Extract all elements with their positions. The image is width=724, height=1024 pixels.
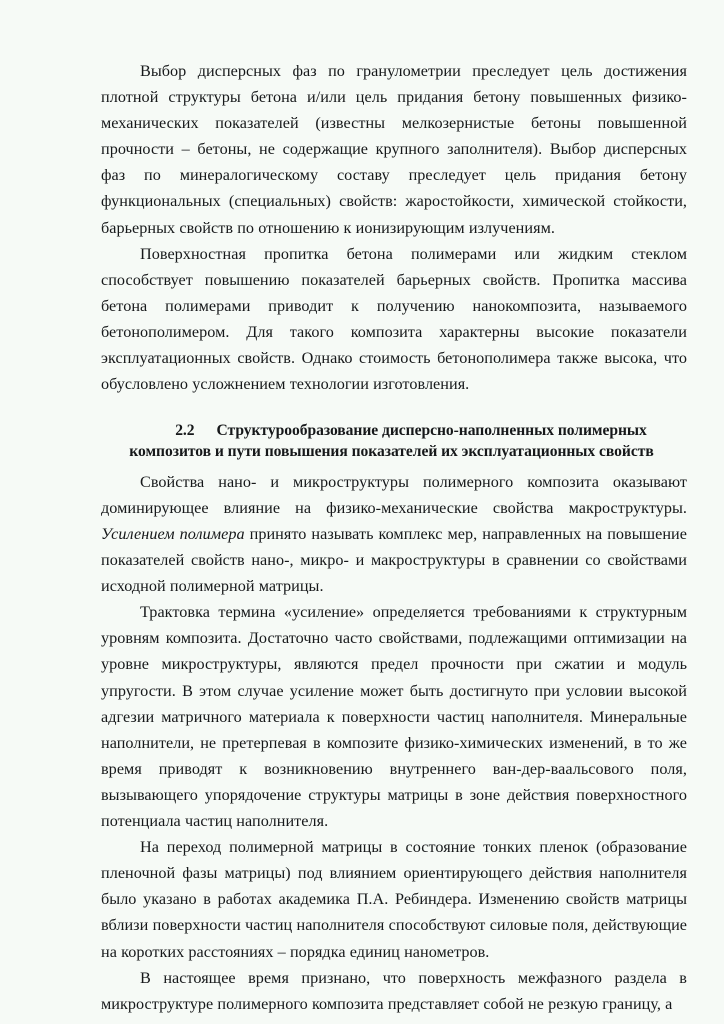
heading-number: 2.2 <box>175 422 195 440</box>
section-heading-2-2 <box>101 421 687 463</box>
emphasis-polymer-reinforcement: Усилением полимера <box>101 525 245 543</box>
paragraph-nano-part-1: Свойства нано- и микроструктуры полимерного композита оказывают доминирующее влияние на физико-механические свойства макроструктуры. <box>101 472 687 517</box>
heading-line-1 <box>101 421 687 442</box>
paragraph-term-interpretation: Трактовка термина «усиление» определяется требованиями к структурным уровням композита. Достаточно часто свойствами, подлежащими оптимизации на уровне микроструктуры, являются предел прочности при сжатии и модуль упругости. В этом случае усиление может быть достигнуто при условии высокой адгезии матричного материала к поверхности частиц наполнителя. Минеральные наполнители, не претерпевая в композите физико-химических изменений, в то же время приводят к возникновению внутреннего ван-дер-ваальсового поля, вызывающего упорядочение структуры матрицы в зоне действия поверхностного потенциала частиц наполнителя. <box>101 603 687 831</box>
paragraph-nano-microstructure <box>101 469 687 599</box>
paragraph-interphase-boundary: В настоящее время признано, что поверхность межфазного раздела в микроструктуре полимерного композита представляет собой не резкую границу, а <box>101 968 687 1013</box>
text-column <box>101 58 687 1017</box>
paragraph-dispersed-phases: Выбор дисперсных фаз по гранулометрии преследует цель достижения плотной структуры бетона и/или цель придания бетону повышенных физико-механических показателей (известны мелкозернистые бетоны повышенной прочности – бетоны, не содержащие крупного заполнителя). Выбор дисперсных фаз по минералогическому составу преследует цель придания бетону функциональных (специальных) свойств: жаростойкости, химической стойкости, барьерных свойств по отношению к ионизирующим излучениям. <box>101 62 687 237</box>
heading-text-line-2: композитов и пути повышения показателей их эксплуатационных свойств <box>129 443 654 461</box>
paragraph-nano-part-2: принято называть комплекс мер, направленных на повышение показателей свойств нано-, микро- и макроструктуры в сравнении со свойствами исходной полимерной матрицы. <box>101 525 687 596</box>
paragraph-surface-impregnation: Поверхностная пропитка бетона полимерами или жидким стеклом способствует повышению показателей барьерных свойств. Пропитка массива бетона полимерами приводит к получению нанокомпозита, называемого бетонополимером. Для такого композита характерны высокие показатели эксплуатационных свойств. Однако стоимость бетонополимера также высока, что обусловлено усложнением технологии изготовления. <box>101 244 687 394</box>
paragraph-thin-films: На переход полимерной матрицы в состояние тонких пленок (образование пленочной фазы матрицы) под влиянием ориентирующего действия наполнителя было указано в работах академика П.А. Ребиндера. Изменению свойств матрицы вблизи поверхности частиц наполнителя способствуют силовые поля, действующие на коротких расстояниях – порядка единиц нанометров. <box>101 838 687 961</box>
spacer-before-heading <box>101 397 687 405</box>
heading-text-line-1: Структурообразование дисперсно-наполненных полимерных <box>216 422 647 440</box>
